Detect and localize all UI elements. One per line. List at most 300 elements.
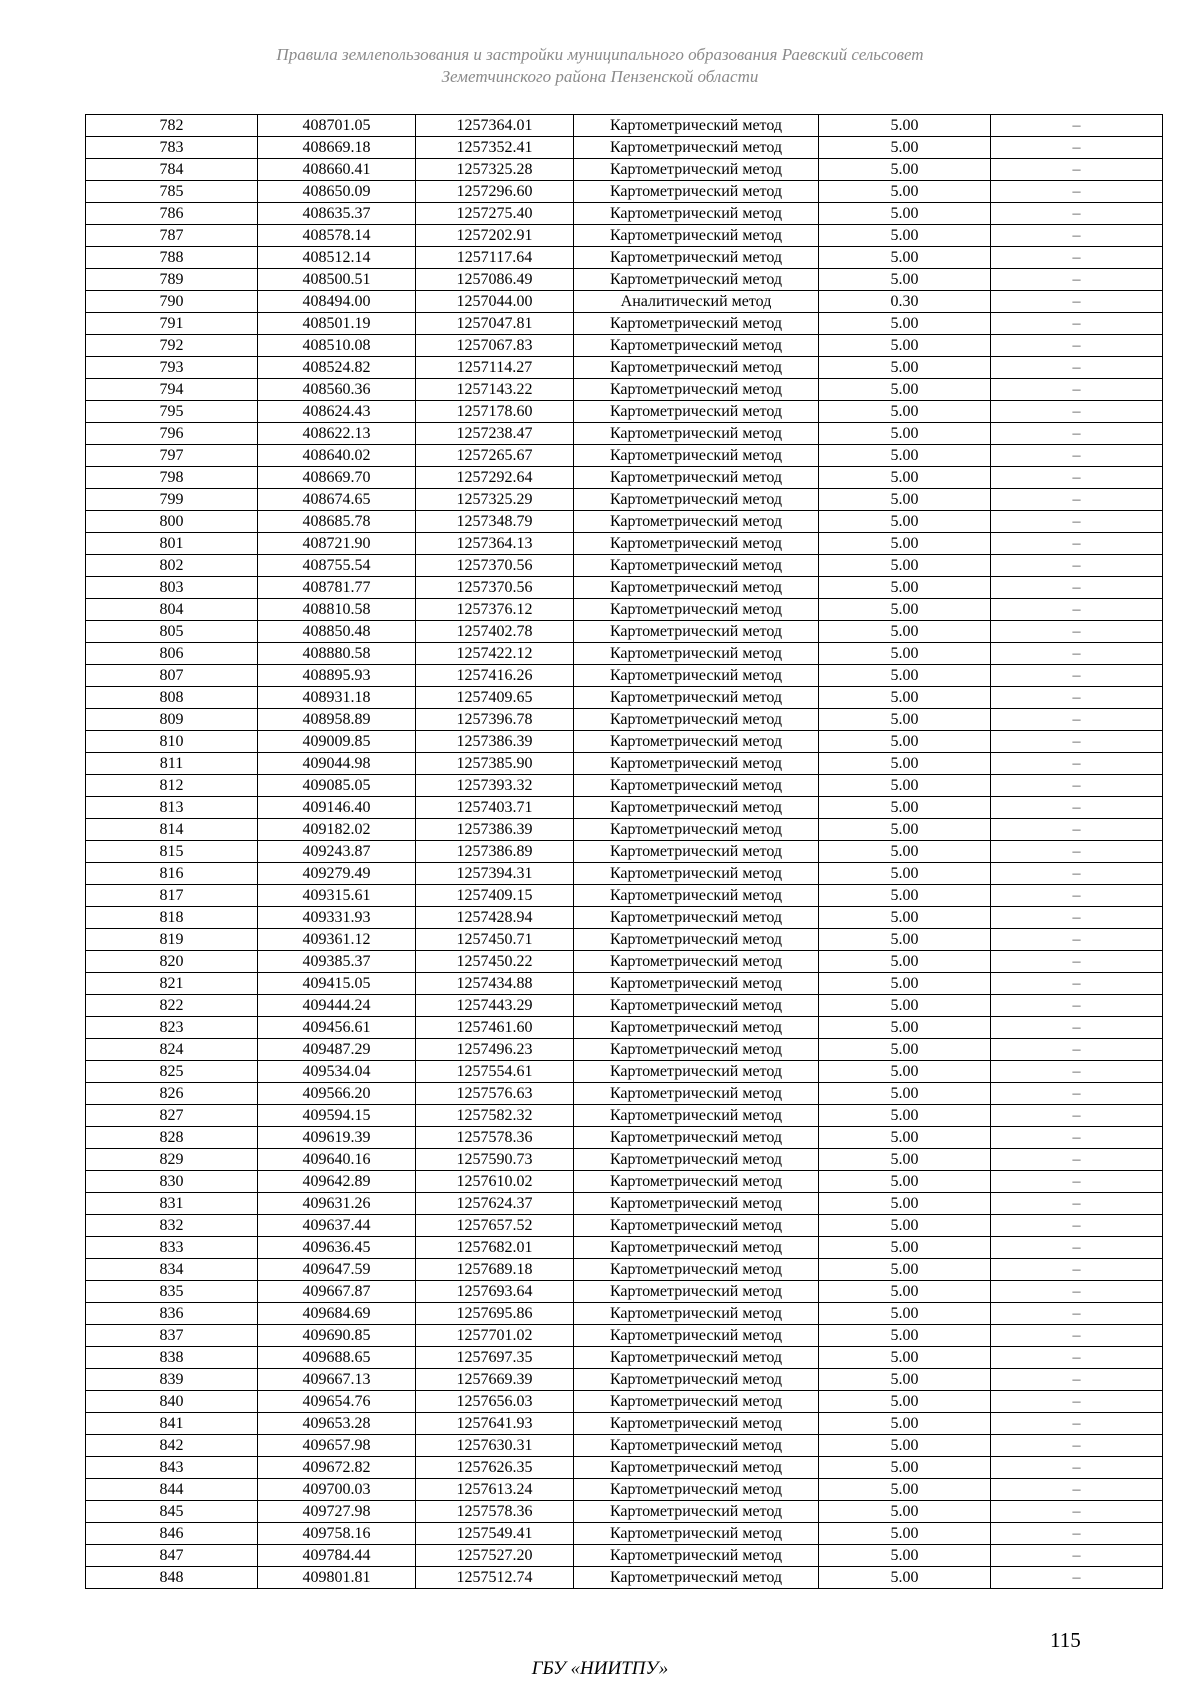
- x-coordinate-cell: 408895.93: [258, 665, 416, 687]
- point-number-cell: 813: [86, 797, 258, 819]
- table-row: [86, 511, 1163, 533]
- y-coordinate-cell: 1257275.40: [416, 203, 574, 225]
- precision-cell: 5.00: [819, 1501, 991, 1523]
- description-cell: –: [991, 753, 1163, 775]
- y-coordinate-cell: 1257641.93: [416, 1413, 574, 1435]
- x-coordinate-cell: 408560.36: [258, 379, 416, 401]
- method-cell: Картометрический метод: [574, 621, 819, 643]
- method-cell: Картометрический метод: [574, 775, 819, 797]
- method-cell: Картометрический метод: [574, 269, 819, 291]
- x-coordinate-cell: 408512.14: [258, 247, 416, 269]
- table-row: [86, 291, 1163, 313]
- y-coordinate-cell: 1257695.86: [416, 1303, 574, 1325]
- description-cell: –: [991, 1083, 1163, 1105]
- y-coordinate-cell: 1257669.39: [416, 1369, 574, 1391]
- x-coordinate-cell: 409758.16: [258, 1523, 416, 1545]
- precision-cell: 5.00: [819, 665, 991, 687]
- point-number-cell: 822: [86, 995, 258, 1017]
- description-cell: –: [991, 379, 1163, 401]
- method-cell: Картометрический метод: [574, 423, 819, 445]
- precision-cell: 5.00: [819, 357, 991, 379]
- point-number-cell: 815: [86, 841, 258, 863]
- method-cell: Картометрический метод: [574, 1149, 819, 1171]
- table-row: [86, 797, 1163, 819]
- point-number-cell: 825: [86, 1061, 258, 1083]
- precision-cell: 5.00: [819, 599, 991, 621]
- table-row: [86, 775, 1163, 797]
- precision-cell: 5.00: [819, 1391, 991, 1413]
- description-cell: –: [991, 1523, 1163, 1545]
- description-cell: –: [991, 1545, 1163, 1567]
- x-coordinate-cell: 408650.09: [258, 181, 416, 203]
- table-row: [86, 137, 1163, 159]
- x-coordinate-cell: 409444.24: [258, 995, 416, 1017]
- x-coordinate-cell: 409456.61: [258, 1017, 416, 1039]
- x-coordinate-cell: 408622.13: [258, 423, 416, 445]
- method-cell: Картометрический метод: [574, 1435, 819, 1457]
- description-cell: –: [991, 203, 1163, 225]
- point-number-cell: 818: [86, 907, 258, 929]
- precision-cell: 5.00: [819, 115, 991, 137]
- description-cell: –: [991, 511, 1163, 533]
- y-coordinate-cell: 1257364.01: [416, 115, 574, 137]
- description-cell: –: [991, 1281, 1163, 1303]
- precision-cell: 5.00: [819, 1435, 991, 1457]
- table-row: [86, 335, 1163, 357]
- method-cell: Картометрический метод: [574, 1457, 819, 1479]
- precision-cell: 5.00: [819, 445, 991, 467]
- page-header: [0, 44, 1200, 88]
- description-cell: –: [991, 1171, 1163, 1193]
- y-coordinate-cell: 1257202.91: [416, 225, 574, 247]
- x-coordinate-cell: 409487.29: [258, 1039, 416, 1061]
- y-coordinate-cell: 1257386.39: [416, 731, 574, 753]
- method-cell: Картометрический метод: [574, 1413, 819, 1435]
- table-row: [86, 1457, 1163, 1479]
- table-row: [86, 1061, 1163, 1083]
- description-cell: –: [991, 1303, 1163, 1325]
- precision-cell: 5.00: [819, 1347, 991, 1369]
- method-cell: Картометрический метод: [574, 1325, 819, 1347]
- y-coordinate-cell: 1257693.64: [416, 1281, 574, 1303]
- point-number-cell: 846: [86, 1523, 258, 1545]
- description-cell: –: [991, 137, 1163, 159]
- y-coordinate-cell: 1257325.28: [416, 159, 574, 181]
- description-cell: –: [991, 929, 1163, 951]
- method-cell: Картометрический метод: [574, 951, 819, 973]
- table-row: [86, 819, 1163, 841]
- table-row: [86, 995, 1163, 1017]
- precision-cell: 5.00: [819, 1325, 991, 1347]
- precision-cell: 5.00: [819, 775, 991, 797]
- point-number-cell: 783: [86, 137, 258, 159]
- table-row: [86, 1369, 1163, 1391]
- method-cell: Картометрический метод: [574, 599, 819, 621]
- precision-cell: 5.00: [819, 929, 991, 951]
- point-number-cell: 802: [86, 555, 258, 577]
- precision-cell: 5.00: [819, 1303, 991, 1325]
- point-number-cell: 796: [86, 423, 258, 445]
- point-number-cell: 782: [86, 115, 258, 137]
- x-coordinate-cell: 409647.59: [258, 1259, 416, 1281]
- method-cell: Картометрический метод: [574, 863, 819, 885]
- table-row: [86, 1039, 1163, 1061]
- point-number-cell: 811: [86, 753, 258, 775]
- y-coordinate-cell: 1257325.29: [416, 489, 574, 511]
- x-coordinate-cell: 408958.89: [258, 709, 416, 731]
- precision-cell: 5.00: [819, 995, 991, 1017]
- precision-cell: 5.00: [819, 313, 991, 335]
- point-number-cell: 793: [86, 357, 258, 379]
- table-row: [86, 863, 1163, 885]
- precision-cell: 5.00: [819, 159, 991, 181]
- description-cell: –: [991, 841, 1163, 863]
- point-number-cell: 797: [86, 445, 258, 467]
- table-row: [86, 1149, 1163, 1171]
- table-row: [86, 1501, 1163, 1523]
- point-number-cell: 801: [86, 533, 258, 555]
- description-cell: –: [991, 665, 1163, 687]
- description-cell: –: [991, 1567, 1163, 1589]
- point-number-cell: 832: [86, 1215, 258, 1237]
- method-cell: Картометрический метод: [574, 1391, 819, 1413]
- point-number-cell: 835: [86, 1281, 258, 1303]
- method-cell: Картометрический метод: [574, 225, 819, 247]
- description-cell: –: [991, 797, 1163, 819]
- y-coordinate-cell: 1257238.47: [416, 423, 574, 445]
- x-coordinate-cell: 408850.48: [258, 621, 416, 643]
- x-coordinate-cell: 409667.87: [258, 1281, 416, 1303]
- x-coordinate-cell: 409566.20: [258, 1083, 416, 1105]
- precision-cell: 5.00: [819, 489, 991, 511]
- x-coordinate-cell: 409044.98: [258, 753, 416, 775]
- precision-cell: 5.00: [819, 753, 991, 775]
- precision-cell: 5.00: [819, 1105, 991, 1127]
- x-coordinate-cell: 408624.43: [258, 401, 416, 423]
- y-coordinate-cell: 1257689.18: [416, 1259, 574, 1281]
- table-row: [86, 1083, 1163, 1105]
- description-cell: –: [991, 1369, 1163, 1391]
- description-cell: –: [991, 247, 1163, 269]
- x-coordinate-cell: 408501.19: [258, 313, 416, 335]
- x-coordinate-cell: 408685.78: [258, 511, 416, 533]
- y-coordinate-cell: 1257386.89: [416, 841, 574, 863]
- x-coordinate-cell: 408578.14: [258, 225, 416, 247]
- table-row: [86, 467, 1163, 489]
- method-cell: Картометрический метод: [574, 379, 819, 401]
- method-cell: Аналитический метод: [574, 291, 819, 313]
- precision-cell: 5.00: [819, 423, 991, 445]
- description-cell: –: [991, 885, 1163, 907]
- precision-cell: 5.00: [819, 1061, 991, 1083]
- description-cell: –: [991, 401, 1163, 423]
- y-coordinate-cell: 1257393.32: [416, 775, 574, 797]
- description-cell: –: [991, 1237, 1163, 1259]
- x-coordinate-cell: 409657.98: [258, 1435, 416, 1457]
- table-row: [86, 1127, 1163, 1149]
- point-number-cell: 784: [86, 159, 258, 181]
- precision-cell: 5.00: [819, 885, 991, 907]
- y-coordinate-cell: 1257682.01: [416, 1237, 574, 1259]
- y-coordinate-cell: 1257067.83: [416, 335, 574, 357]
- y-coordinate-cell: 1257590.73: [416, 1149, 574, 1171]
- precision-cell: 5.00: [819, 621, 991, 643]
- precision-cell: 5.00: [819, 1567, 991, 1589]
- table-row: [86, 1567, 1163, 1589]
- point-number-cell: 803: [86, 577, 258, 599]
- description-cell: –: [991, 1501, 1163, 1523]
- point-number-cell: 806: [86, 643, 258, 665]
- precision-cell: 5.00: [819, 643, 991, 665]
- description-cell: –: [991, 687, 1163, 709]
- table-row: [86, 1171, 1163, 1193]
- description-cell: –: [991, 599, 1163, 621]
- x-coordinate-cell: 408810.58: [258, 599, 416, 621]
- point-number-cell: 844: [86, 1479, 258, 1501]
- table-row: [86, 1347, 1163, 1369]
- point-number-cell: 842: [86, 1435, 258, 1457]
- y-coordinate-cell: 1257613.24: [416, 1479, 574, 1501]
- table-row: [86, 577, 1163, 599]
- table-row: [86, 489, 1163, 511]
- method-cell: Картометрический метод: [574, 577, 819, 599]
- x-coordinate-cell: 409688.65: [258, 1347, 416, 1369]
- description-cell: –: [991, 1391, 1163, 1413]
- method-cell: Картометрический метод: [574, 1105, 819, 1127]
- y-coordinate-cell: 1257047.81: [416, 313, 574, 335]
- precision-cell: 5.00: [819, 1193, 991, 1215]
- point-number-cell: 794: [86, 379, 258, 401]
- method-cell: Картометрический метод: [574, 665, 819, 687]
- method-cell: Картометрический метод: [574, 401, 819, 423]
- method-cell: Картометрический метод: [574, 753, 819, 775]
- table-row: [86, 1325, 1163, 1347]
- precision-cell: 5.00: [819, 731, 991, 753]
- table-row: [86, 1237, 1163, 1259]
- precision-cell: 5.00: [819, 709, 991, 731]
- point-number-cell: 812: [86, 775, 258, 797]
- precision-cell: 5.00: [819, 1127, 991, 1149]
- table-row: [86, 709, 1163, 731]
- table-row: [86, 1303, 1163, 1325]
- x-coordinate-cell: 409672.82: [258, 1457, 416, 1479]
- method-cell: Картометрический метод: [574, 1479, 819, 1501]
- y-coordinate-cell: 1257086.49: [416, 269, 574, 291]
- precision-cell: 5.00: [819, 225, 991, 247]
- method-cell: Картометрический метод: [574, 1083, 819, 1105]
- method-cell: Картометрический метод: [574, 489, 819, 511]
- x-coordinate-cell: 408781.77: [258, 577, 416, 599]
- method-cell: Картометрический метод: [574, 841, 819, 863]
- table-row: [86, 181, 1163, 203]
- table-row: [86, 841, 1163, 863]
- x-coordinate-cell: 409637.44: [258, 1215, 416, 1237]
- x-coordinate-cell: 409640.16: [258, 1149, 416, 1171]
- y-coordinate-cell: 1257610.02: [416, 1171, 574, 1193]
- table-row: [86, 929, 1163, 951]
- x-coordinate-cell: 408510.08: [258, 335, 416, 357]
- point-number-cell: 828: [86, 1127, 258, 1149]
- table-row: [86, 159, 1163, 181]
- y-coordinate-cell: 1257450.71: [416, 929, 574, 951]
- y-coordinate-cell: 1257402.78: [416, 621, 574, 643]
- method-cell: Картометрический метод: [574, 1369, 819, 1391]
- method-cell: Картометрический метод: [574, 137, 819, 159]
- precision-cell: 5.00: [819, 1545, 991, 1567]
- y-coordinate-cell: 1257416.26: [416, 665, 574, 687]
- description-cell: –: [991, 313, 1163, 335]
- point-number-cell: 830: [86, 1171, 258, 1193]
- x-coordinate-cell: 408524.82: [258, 357, 416, 379]
- point-number-cell: 810: [86, 731, 258, 753]
- description-cell: –: [991, 1105, 1163, 1127]
- table-row: [86, 1545, 1163, 1567]
- description-cell: –: [991, 577, 1163, 599]
- description-cell: –: [991, 907, 1163, 929]
- description-cell: –: [991, 1193, 1163, 1215]
- method-cell: Картометрический метод: [574, 511, 819, 533]
- description-cell: –: [991, 1479, 1163, 1501]
- description-cell: –: [991, 1215, 1163, 1237]
- precision-cell: 5.00: [819, 1017, 991, 1039]
- table-row: [86, 973, 1163, 995]
- table-row: [86, 1215, 1163, 1237]
- precision-cell: 5.00: [819, 137, 991, 159]
- point-number-cell: 788: [86, 247, 258, 269]
- x-coordinate-cell: 408701.05: [258, 115, 416, 137]
- table-row: [86, 1105, 1163, 1127]
- point-number-cell: 805: [86, 621, 258, 643]
- point-number-cell: 820: [86, 951, 258, 973]
- table-row: [86, 269, 1163, 291]
- x-coordinate-cell: 409700.03: [258, 1479, 416, 1501]
- precision-cell: 5.00: [819, 1369, 991, 1391]
- point-number-cell: 838: [86, 1347, 258, 1369]
- precision-cell: 5.00: [819, 181, 991, 203]
- method-cell: Картометрический метод: [574, 1545, 819, 1567]
- point-number-cell: 827: [86, 1105, 258, 1127]
- y-coordinate-cell: 1257292.64: [416, 467, 574, 489]
- method-cell: Картометрический метод: [574, 929, 819, 951]
- description-cell: –: [991, 533, 1163, 555]
- y-coordinate-cell: 1257386.39: [416, 819, 574, 841]
- description-cell: –: [991, 181, 1163, 203]
- x-coordinate-cell: 409279.49: [258, 863, 416, 885]
- x-coordinate-cell: 408931.18: [258, 687, 416, 709]
- method-cell: Картометрический метод: [574, 731, 819, 753]
- table-row: [86, 1017, 1163, 1039]
- table-row: [86, 555, 1163, 577]
- method-cell: Картометрический метод: [574, 1171, 819, 1193]
- x-coordinate-cell: 409534.04: [258, 1061, 416, 1083]
- description-cell: –: [991, 775, 1163, 797]
- y-coordinate-cell: 1257630.31: [416, 1435, 574, 1457]
- table-row: [86, 1193, 1163, 1215]
- point-number-cell: 792: [86, 335, 258, 357]
- table-row: [86, 115, 1163, 137]
- x-coordinate-cell: 409631.26: [258, 1193, 416, 1215]
- method-cell: Картометрический метод: [574, 1127, 819, 1149]
- description-cell: –: [991, 489, 1163, 511]
- point-number-cell: 840: [86, 1391, 258, 1413]
- y-coordinate-cell: 1257265.67: [416, 445, 574, 467]
- description-cell: –: [991, 863, 1163, 885]
- description-cell: –: [991, 1017, 1163, 1039]
- precision-cell: 5.00: [819, 379, 991, 401]
- y-coordinate-cell: 1257624.37: [416, 1193, 574, 1215]
- table-row: [86, 1523, 1163, 1545]
- x-coordinate-cell: 408669.70: [258, 467, 416, 489]
- precision-cell: 5.00: [819, 1523, 991, 1545]
- table-row: [86, 313, 1163, 335]
- precision-cell: 5.00: [819, 841, 991, 863]
- precision-cell: 5.00: [819, 335, 991, 357]
- method-cell: Картометрический метод: [574, 1501, 819, 1523]
- x-coordinate-cell: 408500.51: [258, 269, 416, 291]
- precision-cell: 5.00: [819, 1281, 991, 1303]
- table-row: [86, 665, 1163, 687]
- description-cell: –: [991, 995, 1163, 1017]
- point-number-cell: 837: [86, 1325, 258, 1347]
- x-coordinate-cell: 409653.28: [258, 1413, 416, 1435]
- table-row: [86, 731, 1163, 753]
- method-cell: Картометрический метод: [574, 1281, 819, 1303]
- x-coordinate-cell: 409315.61: [258, 885, 416, 907]
- x-coordinate-cell: 408635.37: [258, 203, 416, 225]
- precision-cell: 5.00: [819, 1237, 991, 1259]
- precision-cell: 5.00: [819, 1149, 991, 1171]
- y-coordinate-cell: 1257370.56: [416, 555, 574, 577]
- y-coordinate-cell: 1257376.12: [416, 599, 574, 621]
- point-number-cell: 821: [86, 973, 258, 995]
- description-cell: –: [991, 335, 1163, 357]
- x-coordinate-cell: 409331.93: [258, 907, 416, 929]
- point-number-cell: 819: [86, 929, 258, 951]
- y-coordinate-cell: 1257576.63: [416, 1083, 574, 1105]
- method-cell: Картометрический метод: [574, 357, 819, 379]
- method-cell: Картометрический метод: [574, 1061, 819, 1083]
- point-number-cell: 798: [86, 467, 258, 489]
- y-coordinate-cell: 1257496.23: [416, 1039, 574, 1061]
- method-cell: Картометрический метод: [574, 247, 819, 269]
- y-coordinate-cell: 1257578.36: [416, 1127, 574, 1149]
- method-cell: Картометрический метод: [574, 1039, 819, 1061]
- x-coordinate-cell: 409243.87: [258, 841, 416, 863]
- x-coordinate-cell: 409385.37: [258, 951, 416, 973]
- y-coordinate-cell: 1257657.52: [416, 1215, 574, 1237]
- method-cell: Картометрический метод: [574, 1347, 819, 1369]
- x-coordinate-cell: 409146.40: [258, 797, 416, 819]
- y-coordinate-cell: 1257434.88: [416, 973, 574, 995]
- y-coordinate-cell: 1257403.71: [416, 797, 574, 819]
- precision-cell: 5.00: [819, 555, 991, 577]
- x-coordinate-cell: 409642.89: [258, 1171, 416, 1193]
- point-number-cell: 841: [86, 1413, 258, 1435]
- method-cell: Картометрический метод: [574, 313, 819, 335]
- table-row: [86, 753, 1163, 775]
- y-coordinate-cell: 1257348.79: [416, 511, 574, 533]
- precision-cell: 5.00: [819, 467, 991, 489]
- y-coordinate-cell: 1257422.12: [416, 643, 574, 665]
- point-number-cell: 823: [86, 1017, 258, 1039]
- point-number-cell: 799: [86, 489, 258, 511]
- method-cell: Картометрический метод: [574, 1567, 819, 1589]
- x-coordinate-cell: 409594.15: [258, 1105, 416, 1127]
- y-coordinate-cell: 1257394.31: [416, 863, 574, 885]
- page-footer: ГБУ «НИИТПУ»: [531, 1658, 669, 1679]
- y-coordinate-cell: 1257443.29: [416, 995, 574, 1017]
- precision-cell: 5.00: [819, 951, 991, 973]
